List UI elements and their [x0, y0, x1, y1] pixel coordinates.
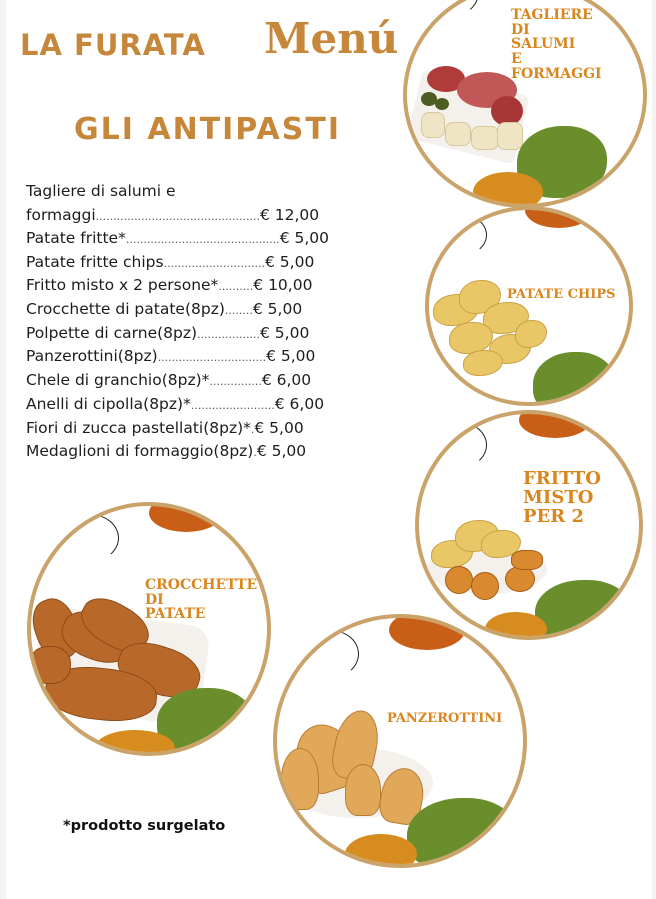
decorative-blob-orange [389, 614, 465, 650]
photo-label: PATATE CHIPS [507, 287, 616, 302]
cheese [445, 122, 471, 146]
menu-item-name: Fiori di zucca pastellati(8pz)* [26, 418, 251, 437]
decorative-blob-gold [485, 612, 547, 640]
decorative-blob-orange [525, 206, 593, 228]
page-edge-left [0, 0, 6, 899]
leader-dots: ............................. [163, 256, 265, 270]
menu-item-name: Medaglioni di formaggio(8pz) [26, 442, 254, 461]
chip [515, 320, 547, 348]
photo-label: FRITTO MISTO PER 2 [523, 468, 601, 527]
decorative-swirl [417, 0, 479, 18]
menu-item-name: Fritto misto x 2 persone* [26, 276, 219, 295]
menu-item [26, 393, 426, 417]
menu-item-price: € 5,00 [260, 323, 310, 342]
photo-label: PANZEROTTINI [387, 711, 503, 726]
menu-item [26, 298, 426, 322]
menu-item [26, 251, 426, 275]
menu-item [26, 322, 426, 346]
menu-item-price: € 5,00 [254, 418, 304, 437]
photo-chips [425, 206, 633, 406]
photo-panzerottini [273, 614, 527, 868]
leader-dots: . [250, 422, 255, 436]
decorative-blob-gold [473, 172, 543, 208]
decorative-blob-green [535, 580, 631, 640]
photo-label: TAGLIERE DI SALUMI E FORMAGGI [511, 7, 602, 82]
leader-dots: ............................................... [95, 209, 260, 223]
decorative-swirl [433, 422, 487, 468]
menu-item-price: € 5,00 [252, 300, 303, 319]
decorative-blob-orange [149, 502, 223, 532]
decorative-swirl [435, 214, 487, 256]
section-title: GLI ANTIPASTI [74, 112, 341, 147]
menu-item [26, 180, 426, 227]
menu-item [26, 345, 426, 369]
decorative-blob-gold [345, 834, 417, 868]
fried-ball [445, 566, 473, 594]
panzerotto [345, 764, 381, 816]
leader-dots: ............................................ [125, 233, 280, 246]
page-edge-right [652, 0, 656, 899]
menu-item-name: Tagliere di salumi e [26, 182, 176, 200]
menu-item-name: Panzerottini(8pz) [26, 347, 158, 366]
menu-item-name: Patate fritte chips [26, 252, 164, 271]
menu-item-price: € 5,00 [266, 347, 316, 366]
decorative-blob-green [533, 352, 615, 406]
croquette [29, 646, 71, 684]
menu-item [26, 440, 426, 464]
cheese [421, 112, 445, 138]
leader-dots: ........ [224, 304, 253, 318]
menu-list [26, 180, 426, 464]
menu-item-price: € 6,00 [261, 371, 312, 390]
leader-dots: . [253, 446, 257, 460]
photo-label: CROCCHETTE DI PATATE [145, 577, 258, 623]
menu-item-name: Anelli di cipolla(8pz)* [26, 394, 191, 413]
leader-dots: ............... [209, 375, 262, 389]
menu-item-name: Patate fritte* [26, 229, 126, 247]
decorative-swirl [61, 514, 119, 562]
menu-item [26, 417, 426, 441]
leader-dots: ........................ [190, 398, 275, 412]
cheese [471, 126, 499, 150]
menu-item [26, 227, 426, 251]
menu-item-price: € 5,00 [265, 252, 315, 271]
decorative-blob-green [407, 798, 517, 868]
fried-ball [471, 572, 499, 600]
chip [463, 350, 503, 376]
menu-item-name-cont: formaggi [26, 205, 96, 224]
menu-item-name: Chele di granchio(8pz)* [26, 371, 210, 390]
leader-dots: .......... [218, 280, 254, 294]
decorative-swirl [303, 630, 359, 678]
menu-heading: Menú [264, 14, 399, 63]
decorative-blob-orange [519, 410, 591, 438]
menu-item-price: € 10,00 [253, 276, 313, 295]
menu-item-price: € 12,00 [259, 205, 320, 224]
olives [435, 98, 449, 110]
menu-item-price: € 5,00 [279, 229, 330, 247]
menu-item-price: € 6,00 [274, 394, 325, 413]
footnote: *prodotto surgelato [63, 818, 226, 834]
photo-tagliere [403, 0, 647, 208]
cheese [497, 122, 523, 150]
menu-item [26, 274, 426, 298]
menu-item-price: € 5,00 [256, 442, 307, 461]
leader-dots: .................. [197, 327, 261, 341]
photo-fritto [415, 410, 643, 640]
panzerotto [281, 748, 319, 810]
photo-crocchette [27, 502, 271, 756]
restaurant-name: LA FURATA [20, 28, 206, 62]
leader-dots: ............................... [157, 351, 267, 365]
fried-ball [511, 550, 543, 570]
menu-item-name: Polpette di carne(8pz) [26, 323, 198, 342]
menu-item [26, 369, 426, 393]
menu-item-name: Crocchette di patate(8pz) [26, 300, 225, 319]
